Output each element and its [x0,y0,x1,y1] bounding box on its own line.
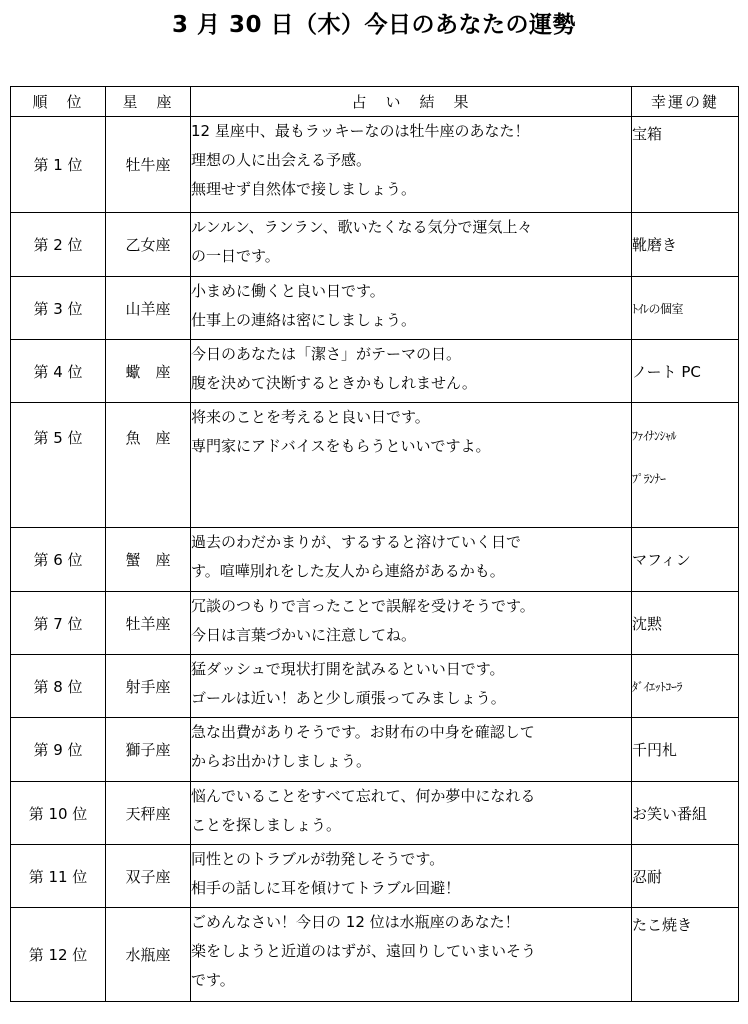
header-result: 占 い 結 果 [191,87,632,117]
result-cell [191,655,632,718]
table-row [11,403,739,528]
header-row [11,87,739,117]
table-row [11,718,739,782]
result-line: 冗談のつもりで言ったことで誤解を受けそうです。 [191,597,535,615]
rank-cell: 第 3 位 [11,277,106,340]
sign-cell: 牡羊座 [106,592,191,655]
table-row [11,528,739,592]
result-line: 同性とのトラブルが勃発しそうです。 [191,850,445,868]
table-row [11,782,739,845]
lucky-item: ノート PC [632,362,701,381]
table-row [11,277,739,340]
lucky-item: 沈黙 [632,614,663,633]
result-line: 今日のあなたは「潔さ」がテーマの日。 [191,345,462,363]
lucky-item: ﾌｧｲﾅﾝｼｬﾙ [632,429,677,443]
lucky-cell [632,277,739,340]
result-cell [191,845,632,908]
result-line: ごめんなさい！今日の 12 位は水瓶座のあなた！ [191,913,520,931]
lucky-item: 靴磨き [632,236,678,254]
result-line: 無理せず自然体で接しましょう。 [191,180,417,198]
result-cell [191,117,632,213]
table-row [11,592,739,655]
lucky-item: マフィン [632,551,691,569]
lucky-cell [632,117,739,213]
rank-cell: 第 7 位 [11,592,106,655]
result-cell [191,528,632,592]
result-line: ことを探しましょう。 [191,816,342,834]
rank-cell: 第 4 位 [11,340,106,403]
lucky-cell [632,908,739,1002]
lucky-cell [632,782,739,845]
table-row [11,845,739,908]
rank-cell: 第 6 位 [11,528,106,592]
lucky-item: お笑い番組 [632,804,708,823]
sign-cell: 蟹 座 [106,528,191,592]
result-line: 腹を決めて決断するときかもしれません。 [191,374,477,392]
lucky-cell [632,592,739,655]
lucky-cell [632,213,739,277]
header-lucky: 幸運の鍵 [632,87,739,117]
header-rank: 順 位 [11,87,106,117]
lucky-cell [632,528,739,592]
result-cell [191,908,632,1002]
result-line: ルンルン、ランラン、歌いたくなる気分で運気上々 [191,218,533,236]
table-row [11,908,739,1002]
result-cell [191,340,632,403]
result-line: 急な出費がありそうです。お財布の中身を確認して [191,723,535,741]
sign-cell: 山羊座 [106,277,191,340]
result-cell [191,213,632,277]
result-line: 楽をしようと近道のはずが、遠回りしていまいそう [191,942,537,960]
rank-cell: 第 5 位 [11,403,106,528]
rank-cell: 第 12 位 [11,908,106,1002]
result-line: 過去のわだかまりが、するすると溶けていく日で [191,533,522,551]
sign-cell: 魚 座 [106,403,191,528]
result-line: す。喧嘩別れをした友人から連絡があるかも。 [191,562,505,580]
lucky-item: たこ焼き [632,916,693,934]
fortune-table [10,86,739,1002]
result-line: 猛ダッシュで現状打開を試みるといい日です。 [191,660,505,678]
rank-cell: 第 9 位 [11,718,106,782]
result-line: 専門家にアドバイスをもらうといいですよ。 [191,437,491,455]
result-line: からお出かけしましょう。 [191,752,372,770]
lucky-cell [632,655,739,718]
lucky-cell [632,403,739,528]
result-line: 理想の人に出会える予感。 [191,151,372,169]
result-cell [191,592,632,655]
result-line: ゴールは近い！あと少し頑張ってみましょう。 [191,689,506,707]
sign-cell: 牡牛座 [106,117,191,213]
sign-cell: 水瓶座 [106,908,191,1002]
result-line: 今日は言葉づかいに注意してね。 [191,626,417,644]
sign-cell: 射手座 [106,655,191,718]
sign-cell: 蠍 座 [106,340,191,403]
table-row [11,655,739,718]
lucky-item: ﾀﾞｲｴｯﾄｺｰﾗ [632,679,683,694]
table-row [11,117,739,213]
lucky-cell [632,718,739,782]
result-line: の一日です。 [191,247,280,265]
rank-cell: 第 8 位 [11,655,106,718]
rank-cell: 第 2 位 [11,213,106,277]
result-line: 小まめに働くと良い日です。 [191,282,385,300]
header-sign: 星 座 [106,87,191,117]
result-line: 仕事上の連絡は密にしましょう。 [191,311,417,329]
result-line: 12 星座中、最もラッキーなのは牡牛座のあなた！ [191,122,530,140]
lucky-item: 千円札 [632,741,678,759]
sign-cell: 双子座 [106,845,191,908]
result-line: 将来のことを考えると良い日です。 [191,408,430,426]
result-cell [191,403,632,528]
result-cell [191,718,632,782]
table-row [11,213,739,277]
rank-cell: 第 1 位 [11,117,106,213]
result-cell [191,277,632,340]
lucky-item: 忍耐 [632,867,663,886]
lucky-spacer [632,444,738,470]
lucky-cell [632,340,739,403]
rank-cell: 第 10 位 [11,782,106,845]
lucky-cell [632,845,739,908]
lucky-item: 宝箱 [632,125,663,143]
lucky-item: ﾄｲﾚの個室 [632,301,684,316]
sign-cell: 獅子座 [106,718,191,782]
page-title: 3 月 30 日（木）今日のあなたの運勢 [171,12,577,38]
table-row [11,340,739,403]
result-line: 悩んでいることをすべて忘れて、何か夢中になれる [191,787,536,805]
sign-cell: 乙女座 [106,213,191,277]
result-line: です。 [191,971,235,989]
result-line: 相手の話しに耳を傾けてトラブル回避！ [191,879,461,897]
lucky-item: ﾌﾟﾗﾝﾅｰ [632,472,666,486]
rank-cell: 第 11 位 [11,845,106,908]
result-cell [191,782,632,845]
sign-cell: 天秤座 [106,782,191,845]
